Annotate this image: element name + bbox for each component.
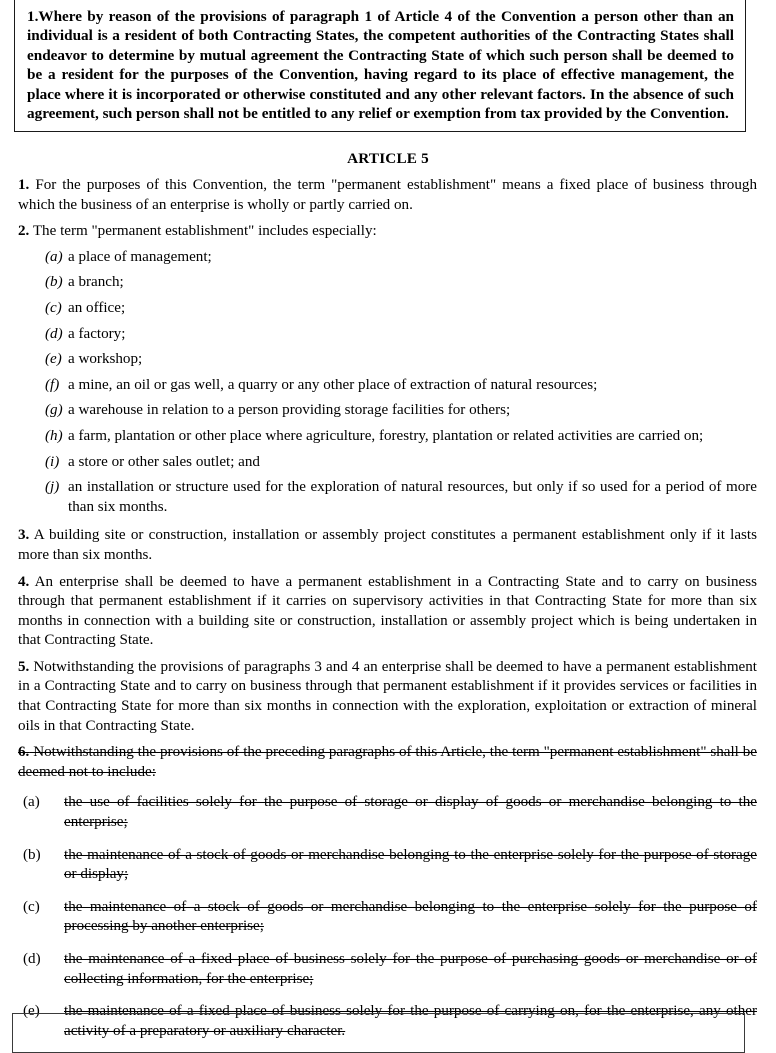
list-item-marker: (b) bbox=[45, 274, 63, 291]
list-item-text: the maintenance of a stock of goods or merchandise belonging to the enterprise solely for the purpose of storage or display; bbox=[64, 846, 757, 883]
list-item bbox=[18, 793, 757, 832]
list-item-text: the maintenance of a fixed place of business solely for the purpose of purchasing goods or merchandise or of collecting information, for the enterprise; bbox=[64, 951, 757, 987]
list-item-text: the maintenance of a fixed place of business solely for the purpose of carrying on, for the enterprise, any other activity of a preparatory or auxiliary character. bbox=[64, 1003, 757, 1039]
list-item-text: a farm, plantation or other place where agriculture, forestry, plantation or related activities are carried on; bbox=[68, 427, 704, 444]
list-item bbox=[18, 453, 757, 473]
top-box-paragraph: 1.Where by reason of the provisions of paragraph 1 of Article 4 of the Convention a person other than an individual is a resident of both Contracting States, the competent authorities of the Contracting States shall endeavor to determine by mutual agreement the Contracting State of which such person shall be deemed to be a resident for the purposes of the Convention, having regard to its place of effective management, the place where it is incorporated or otherwise constituted and any other relevant factors. In the absence of such agreement, such person shall not be entitled to any relief or exemption from tax provided by the Convention. bbox=[27, 8, 734, 123]
list-item bbox=[18, 898, 757, 937]
paragraph-1-number: 1. bbox=[18, 177, 30, 193]
list-item-marker: (b) bbox=[23, 846, 41, 863]
list-item-marker: (c) bbox=[45, 299, 62, 316]
list-item bbox=[18, 248, 757, 268]
paragraph-1 bbox=[18, 176, 757, 215]
list-item-marker: (e) bbox=[45, 351, 62, 368]
article-heading: ARTICLE 5 bbox=[347, 150, 429, 167]
list-item-text: an office; bbox=[68, 299, 126, 316]
paragraph-6-deleted bbox=[18, 743, 757, 782]
list-item bbox=[18, 350, 757, 370]
bottom-quotation-box bbox=[12, 1013, 745, 1053]
paragraph-3-text: A building site or construction, installation or assembly project constitutes a permanent establishment only if it lasts more than six months. bbox=[18, 527, 757, 563]
list-item-text: a warehouse in relation to a person providing storage facilities for others; bbox=[68, 402, 511, 419]
list-item-marker: (h) bbox=[45, 427, 63, 444]
list-item bbox=[18, 846, 757, 885]
excluded-activities-list-deleted bbox=[18, 793, 757, 1041]
paragraph-2-number: 2. bbox=[18, 223, 30, 240]
list-item bbox=[18, 950, 757, 989]
list-item bbox=[18, 325, 757, 345]
list-item bbox=[18, 376, 757, 396]
list-item bbox=[18, 427, 757, 447]
list-item-marker: (a) bbox=[45, 248, 63, 265]
list-item bbox=[18, 401, 757, 421]
list-item bbox=[18, 299, 757, 319]
paragraph-4-text: An enterprise shall be deemed to have a permanent establishment in a Contracting State and to carry on business through that permanent establishment if it carries on supervisory activities in that Contracting State for more than six months in connection with a building site or construction, installation or assembly project which is being undertaken in that Contracting State. bbox=[18, 573, 757, 649]
paragraph-5-text: Notwithstanding the provisions of paragraphs 3 and 4 an enterprise shall be deemed to have a permanent establishment in a Contracting State and to carry on business through that permanent establishment if it provides services or facilities in that Contracting State for more than six months in connection with the exploration, exploitation or extraction of mineral oils in that Contracting State. bbox=[18, 658, 757, 734]
paragraph-3-number: 3. bbox=[18, 527, 30, 544]
list-item bbox=[18, 478, 757, 517]
permanent-establishment-list bbox=[18, 248, 757, 518]
paragraph-4-number: 4. bbox=[18, 573, 30, 590]
list-item-marker: (c) bbox=[23, 898, 40, 915]
list-item-text: a factory; bbox=[68, 325, 126, 342]
list-item-marker: (g) bbox=[45, 402, 63, 419]
list-item-text: a store or other sales outlet; and bbox=[68, 453, 260, 470]
paragraph-5 bbox=[18, 658, 757, 736]
list-item-text: the maintenance of a stock of goods or merchandise belonging to the enterprise solely for the purpose of processing by another enterprise; bbox=[64, 898, 757, 935]
paragraph-2 bbox=[18, 222, 757, 242]
paragraph-6-text: Notwithstanding the provisions of the preceding paragraphs of this Article, the term "permanent establishment" shall be deemed not to include: bbox=[18, 744, 757, 780]
paragraph-6-number: 6. bbox=[18, 744, 30, 761]
list-item bbox=[18, 273, 757, 293]
list-item-marker: (d) bbox=[45, 325, 63, 342]
list-item-marker: (e) bbox=[23, 1003, 40, 1020]
list-item-text: a branch; bbox=[68, 274, 124, 291]
list-item-marker: (a) bbox=[23, 794, 40, 811]
list-item-marker: (d) bbox=[23, 951, 41, 967]
paragraph-3 bbox=[18, 526, 757, 565]
paragraph-5-number: 5. bbox=[18, 658, 30, 675]
document-body bbox=[18, 176, 757, 1041]
paragraph-2-text: The term "permanent establishment" includes especially: bbox=[29, 223, 377, 240]
list-item-text: the use of facilities solely for the purpose of storage or display of goods or merchandise belonging to the enterprise; bbox=[64, 794, 757, 831]
list-item-text: an installation or structure used for the exploration of natural resources, but only if so used for a period of more than six months. bbox=[68, 479, 757, 515]
paragraph-1-text: For the purposes of this Convention, the term "permanent establishment" means a fixed place of business through which the business of an enterprise is wholly or partly carried on. bbox=[18, 177, 757, 213]
list-item-text: a workshop; bbox=[68, 351, 143, 368]
top-quotation-box bbox=[14, 0, 746, 132]
list-item-marker: (j) bbox=[45, 479, 60, 496]
list-item-marker: (f) bbox=[45, 376, 60, 393]
paragraph-4 bbox=[18, 573, 757, 651]
list-item-text: a mine, an oil or gas well, a quarry or any other place of extraction of natural resources; bbox=[68, 376, 598, 393]
list-item-marker: (i) bbox=[45, 453, 60, 470]
list-item-text: a place of management; bbox=[68, 248, 212, 265]
